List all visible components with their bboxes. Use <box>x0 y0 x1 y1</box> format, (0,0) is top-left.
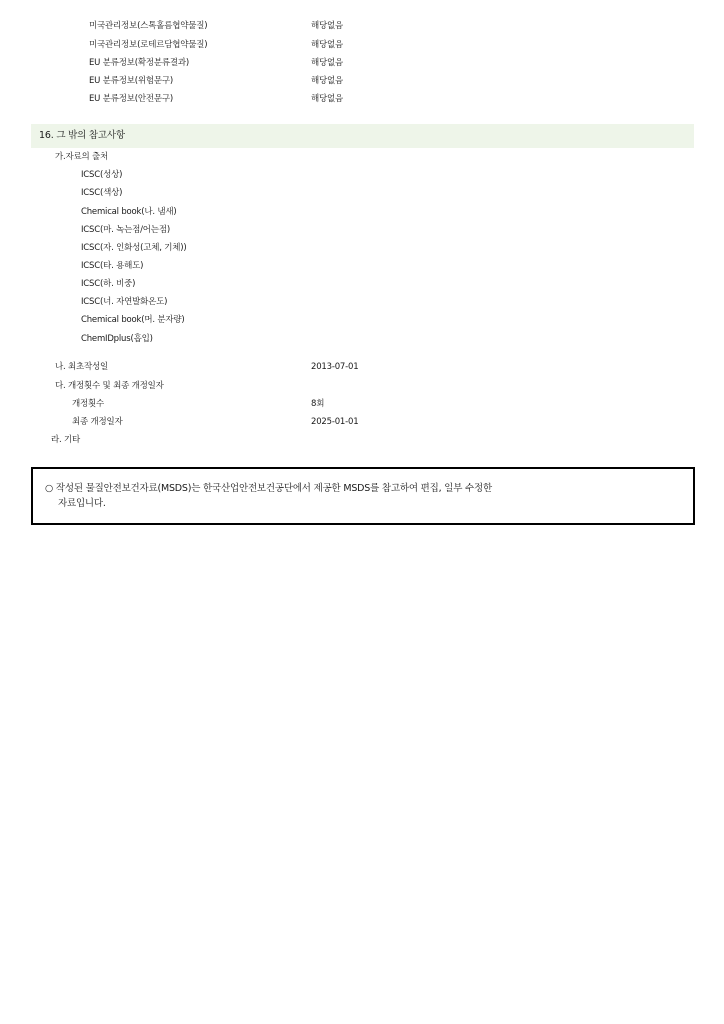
reg-row-value: 해당없음 <box>311 94 344 104</box>
revision-count-label: 개정횟수 <box>72 399 105 409</box>
reg-row-value: 해당없음 <box>311 58 344 68</box>
reg-row-label: 미국관리정보(스톡홀름협약물질) <box>89 21 208 31</box>
first-written-label: 나. 최초작성일 <box>55 362 109 372</box>
last-revision-label: 최종 개정일자 <box>72 417 123 427</box>
section-title: 16. 그 밖의 참고사항 <box>39 130 125 141</box>
reg-row-value: 해당없음 <box>311 40 344 50</box>
revision-count-value: 8회 <box>311 399 325 409</box>
revision-heading: 다. 개정횟수 및 최종 개정일자 <box>55 381 164 391</box>
reg-row-value: 해당없음 <box>311 76 344 86</box>
etc-label: 라. 기타 <box>51 435 81 445</box>
reg-row-label: EU 분류정보(안전문구) <box>89 94 174 104</box>
source-item: Chemical book(머. 분자량) <box>81 315 185 325</box>
source-item: ICSC(하. 비중) <box>81 279 136 289</box>
section-header-bar <box>31 124 694 148</box>
reg-row-label: EU 분류정보(위험문구) <box>89 76 174 86</box>
source-item: ChemIDplus(흡입) <box>81 334 153 344</box>
sources-heading: 가.자료의 출처 <box>55 152 109 162</box>
source-item: ICSC(마. 녹는점/어는점) <box>81 225 170 235</box>
reg-row-value: 해당없음 <box>311 21 344 31</box>
first-written-value: 2013-07-01 <box>311 362 359 372</box>
source-item: ICSC(타. 용해도) <box>81 261 144 271</box>
source-item: ICSC(색상) <box>81 188 123 198</box>
notice-text: ○ 작성된 물질안전보건자료(MSDS)는 한국산업안전보건공단에서 제공한 MSDS를 참고하여 편집, 일부 수정한 <box>45 483 492 494</box>
notice-text-continued: 자료입니다. <box>58 498 106 509</box>
source-item: Chemical book(나. 냄새) <box>81 207 177 217</box>
notice-box <box>31 467 695 525</box>
source-item: ICSC(너. 자연발화온도) <box>81 297 168 307</box>
reg-row-label: EU 분류정보(확정분류결과) <box>89 58 190 68</box>
source-item: ICSC(성상) <box>81 170 123 180</box>
source-item: ICSC(자. 인화성(고체, 기체)) <box>81 243 187 253</box>
last-revision-value: 2025-01-01 <box>311 417 359 427</box>
reg-row-label: 미국관리정보(로테르담협약물질) <box>89 40 208 50</box>
